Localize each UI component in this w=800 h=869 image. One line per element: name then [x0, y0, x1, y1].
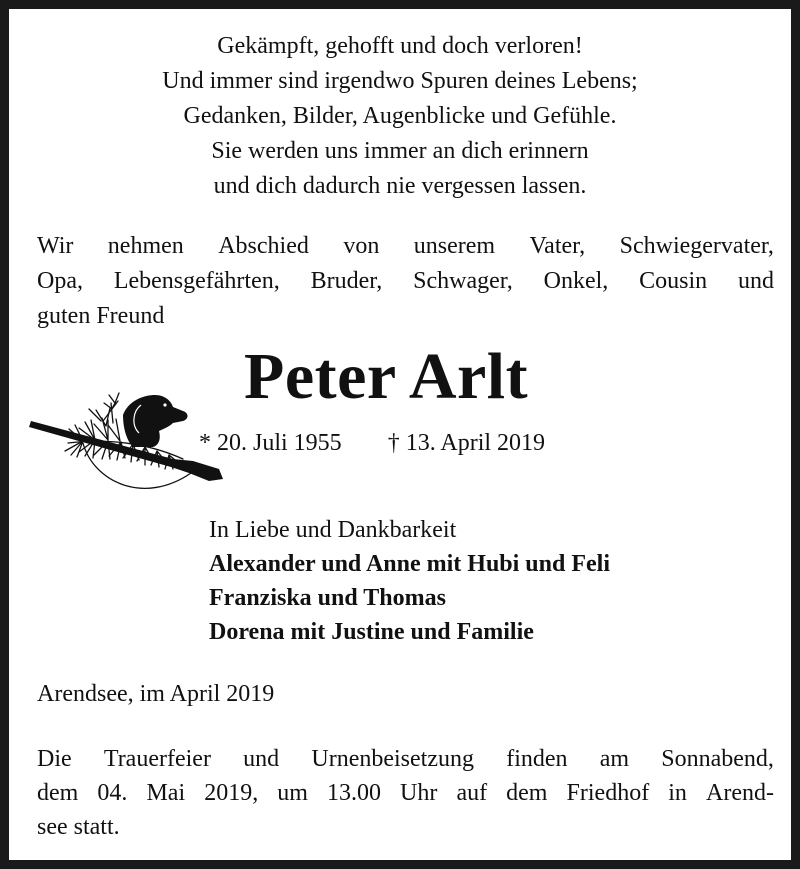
service-word: auf: [456, 780, 488, 806]
poem-line: Gekämpft, gehofft und doch verloren!: [217, 33, 583, 59]
service-word: dem: [506, 780, 548, 806]
intro-line: [37, 264, 774, 299]
service-word: finden: [506, 746, 568, 772]
service-word: 13.00: [326, 780, 381, 806]
mourners-block: [209, 513, 610, 649]
farewell-intro: [37, 229, 774, 334]
poem-line: Gedanken, Bilder, Augenblicke und Gefühle.: [183, 103, 617, 129]
intro-word: von: [343, 233, 380, 259]
intro-word: unserem: [413, 233, 496, 259]
intro-word: Schwiegervater,: [619, 233, 774, 259]
service-word: Urnenbeisetzung: [311, 746, 474, 772]
service-word: Trauerfeier: [103, 746, 211, 772]
intro-word: und: [738, 268, 774, 294]
service-word: Uhr: [400, 780, 438, 806]
intro-word: Bruder,: [310, 268, 383, 294]
deceased-name: Peter Arlt: [244, 340, 529, 413]
service-word: 2019,: [204, 780, 259, 806]
funeral-service-info: [37, 742, 774, 844]
intro-word: Opa,: [37, 268, 83, 294]
life-dates: [199, 427, 545, 459]
mourners-intro: In Liebe und Dankbarkeit: [209, 517, 457, 543]
place-and-date: Arendsee, im April 2019: [37, 681, 275, 707]
service-word: am: [599, 746, 630, 772]
death-date: † 13. April 2019: [387, 430, 546, 456]
service-word: und: [243, 746, 280, 772]
poem-line: und dich dadurch nie vergessen lassen.: [213, 173, 587, 199]
service-word: Mai: [146, 780, 186, 806]
service-word: um: [277, 780, 308, 806]
service-word: Sonnabend,: [661, 746, 774, 772]
mourner-name: Franziska und Thomas: [209, 585, 446, 611]
service-line: see statt.: [37, 814, 120, 840]
service-line: [37, 742, 774, 776]
service-line: [37, 776, 774, 810]
birth-date: * 20. Juli 1955: [199, 430, 342, 456]
intro-word: Onkel,: [543, 268, 609, 294]
intro-word: Wir: [37, 233, 74, 259]
poem-line: Und immer sind irgendwo Spuren deines Lebens;: [162, 68, 638, 94]
service-word: Die: [37, 746, 72, 772]
service-word: 04.: [97, 780, 128, 806]
service-word: Arend-: [706, 780, 774, 806]
service-word: dem: [37, 780, 79, 806]
poem-line: Sie werden uns immer an dich erinnern: [211, 138, 589, 164]
intro-word: Cousin: [639, 268, 708, 294]
intro-line: guten Freund: [37, 303, 165, 329]
service-word: Friedhof: [566, 780, 650, 806]
mourner-name: Alexander und Anne mit Hubi und Feli: [209, 551, 610, 577]
intro-line: [37, 229, 774, 264]
mourner-name: Dorena mit Justine und Familie: [209, 619, 534, 645]
memorial-poem: [29, 29, 771, 204]
service-word: in: [668, 780, 687, 806]
intro-word: Schwager,: [413, 268, 513, 294]
intro-word: Abschied: [218, 233, 309, 259]
intro-word: Lebensgefährten,: [113, 268, 280, 294]
intro-word: nehmen: [107, 233, 184, 259]
intro-word: Vater,: [529, 233, 586, 259]
